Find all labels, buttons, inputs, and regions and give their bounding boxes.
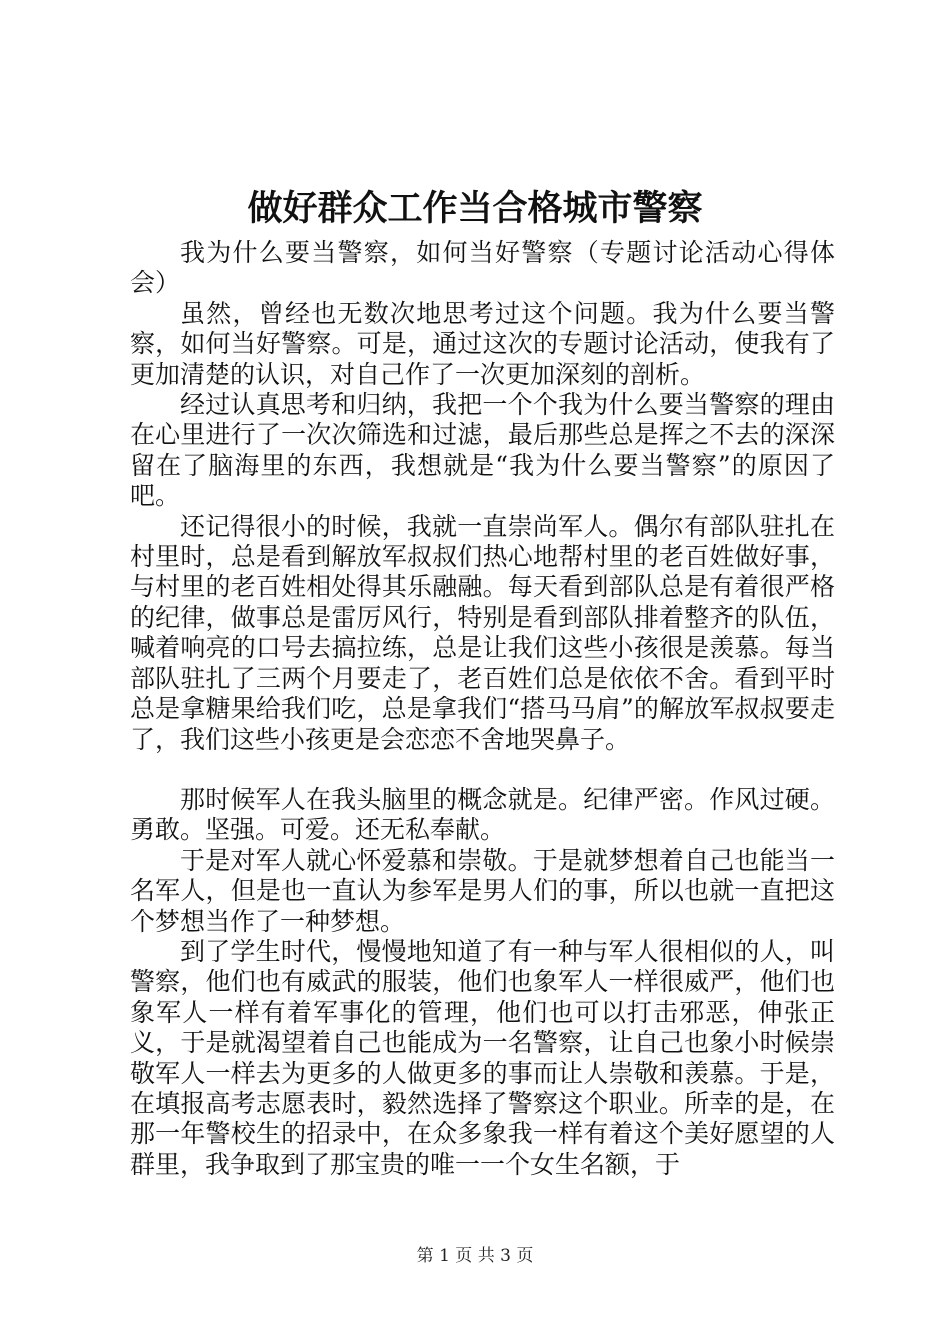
- document-title: 做好群众工作当合格城市警察: [247, 188, 703, 229]
- page-total: 共 3 页: [477, 1246, 534, 1266]
- document-body: [130, 238, 835, 1180]
- paragraph: 于是对军人就心怀爱慕和崇敬。于是就梦想着自己也能当一名军人，但是也一直认为参军是男人们的事，所以也就一直把这个梦想当作了一种梦想。: [130, 845, 835, 936]
- page-number: 第 1 页: [416, 1246, 473, 1266]
- paragraph: 到了学生时代，慢慢地知道了有一种与军人很相似的人，叫警察，他们也有威武的服装，他们也象军人一样很威严，他们也象军人一样有着军事化的管理，他们也可以打击邪恶，伸张正义，于是就渴望着自己也能成为一名警察，让自己也象小时候崇敬军人一样去为更多的人做更多的事而让人崇敬和羡慕。于是，在填报高考志愿表时，毅然选择了警察这个职业。所幸的是，在那一年警校生的招录中，在众多象我一样有着这个美好愿望的人群里，我争取到了那宝贵的唯一一个女生名额，于: [130, 936, 835, 1179]
- paragraph: 还记得很小的时候，我就一直崇尚军人。偶尔有部队驻扎在村里时，总是看到解放军叔叔们热心地帮村里的老百姓做好事，与村里的老百姓相处得其乐融融。每天看到部队总是有着很严格的纪律，做事总是雷厉风行，特别是看到部队排着整齐的队伍，喊着响亮的口号去搞拉练，总是让我们这些小孩很是羡慕。每当部队驻扎了三两个月要走了，老百姓们总是依依不舍。看到平时总是拿糖果给我们吃，总是拿我们“搭马马肩”的解放军叔叔要走了，我们这些小孩更是会恋恋不舍地哭鼻子。: [130, 511, 835, 754]
- page-footer: [0, 1245, 950, 1267]
- paragraph-subtitle: 我为什么要当警察，如何当好警察（专题讨论活动心得体会）: [130, 238, 835, 298]
- paragraph: 虽然，曾经也无数次地思考过这个问题。我为什么要当警察，如何当好警察。可是，通过这次的专题讨论活动，使我有了更加清楚的认识，对自己作了一次更加深刻的剖析。: [130, 298, 835, 389]
- paragraph: 经过认真思考和归纳，我把一个个我为什么要当警察的理由在心里进行了一次次筛选和过滤，最后那些总是挥之不去的深深留在了脑海里的东西，我想就是“我为什么要当警察”的原因了吧。: [130, 390, 835, 511]
- paragraph: 那时候军人在我头脑里的概念就是。纪律严密。作风过硬。勇敢。坚强。可爱。还无私奉献。: [130, 784, 835, 845]
